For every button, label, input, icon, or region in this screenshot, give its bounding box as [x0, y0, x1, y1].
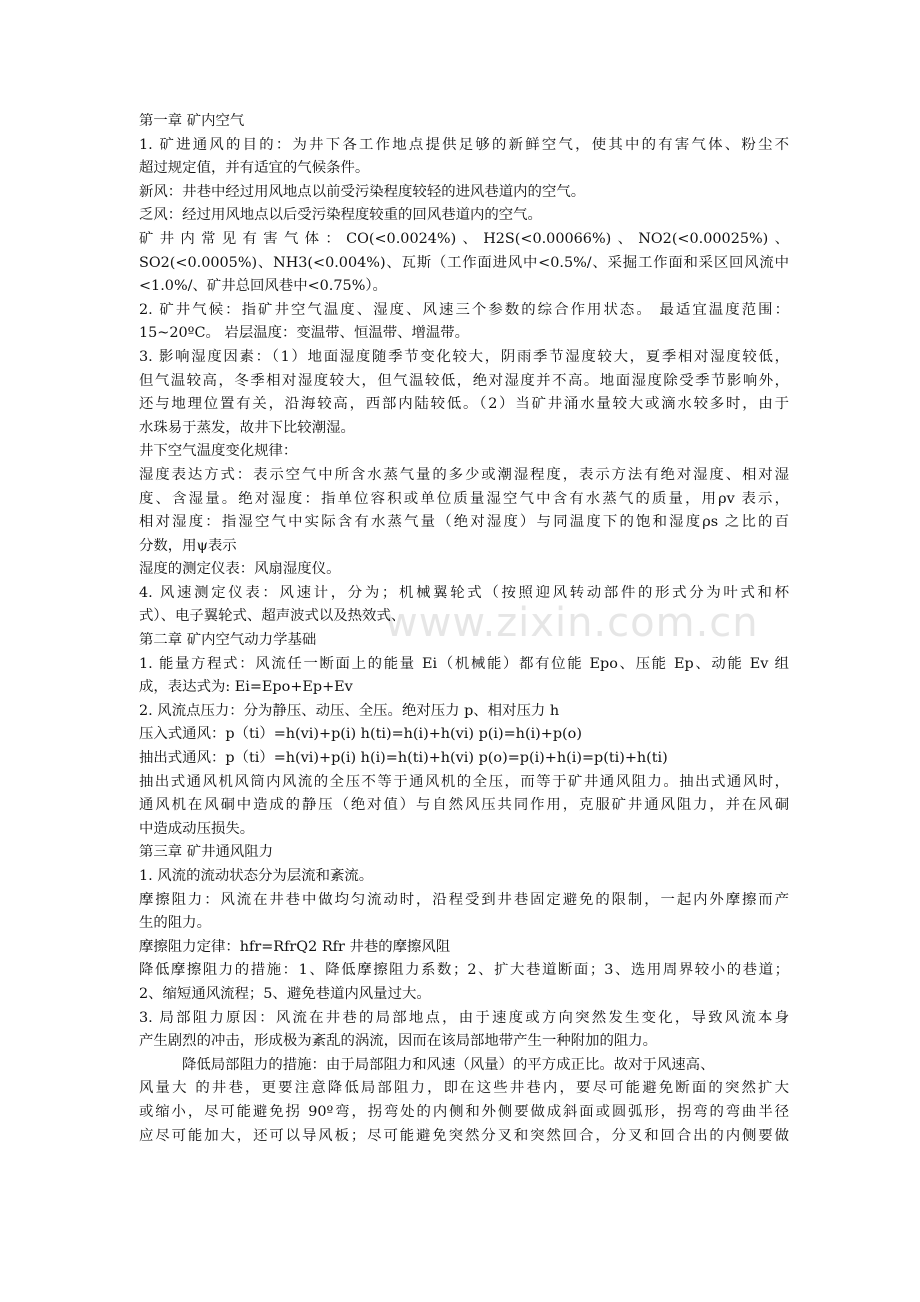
text-line: 乏风：经过用风地点以后受污染程度较重的回风巷道内的空气。	[139, 207, 542, 224]
text-line: 风量大 的井巷，更要注意降低局部阻力，即在这些井巷内，要尽可能避免断面的突然扩大	[139, 1080, 789, 1097]
watermark: www.zixin.com.cn	[385, 600, 759, 646]
text-line: 井下空气温度变化规律：	[139, 443, 298, 460]
text-line: 分数，用ψ表示	[139, 537, 237, 554]
text-line: 还与地理位置有关，沿海较高，西部内陆较低。（2）当矿井涌水量较大或滴水较多时，由于	[139, 396, 789, 413]
text-line: 应尽可能加大，还可以导风板；尽可能避免突然分叉和突然回合，分叉和回合出的内侧要做	[139, 1127, 789, 1144]
text-line: 15~20ºC。 岩层温度：变温带、恒温带、增温带。	[139, 325, 470, 342]
text-line: 生的阻力。	[139, 915, 211, 932]
text-line: 通风机在风硐中造成的静压（绝对值）与自然风压共同作用，克服矿井通风阻力，并在风硐	[139, 797, 789, 814]
text-line: 或缩小，尽可能避免拐 90º弯，拐弯处的内侧和外侧要做成斜面或圆弧形，拐弯的弯曲半径	[139, 1103, 789, 1120]
text-line: 湿度的测定仪表：风扇湿度仪。	[139, 561, 341, 578]
formula-line: 摩擦阻力定律：hfr=RfrQ2 Rfr 井巷的摩擦风阻	[139, 938, 451, 955]
text-line: 但气温较高，冬季相对湿度较大，但气温较低，绝对湿度并不高。地面湿度除受季节影响外，	[139, 372, 789, 389]
text-line: 1. 能量方程式：风流任一断面上的能量 Ei（机械能）都有位能 Epo、压能 Ep、动能 Ev 组	[139, 655, 789, 672]
text-line: 湿度表达方式：表示空气中所含水蒸气量的多少或潮湿程度，表示方法有绝对湿度、相对湿	[139, 466, 789, 483]
text-line: 3. 局部阻力原因：风流在井巷的局部地点，由于速度或方向突然发生变化，导致风流本身	[139, 1009, 789, 1026]
formula-line: 压入式通风：p（ti）=h(vi)+p(i) h(ti)=h(i)+h(vi) p(i)=h(i)+p(o)	[139, 726, 582, 743]
text-line: 抽出式通风机风筒内风流的全压不等于通风机的全压，而等于矿井通风阻力。抽出式通风时，	[139, 773, 789, 790]
text-line: 2. 矿井气候：指矿井空气温度、湿度、风速三个参数的综合作用状态。 最适宜温度范围：	[139, 301, 789, 318]
text-line: 摩擦阻力：风流在井巷中做均匀流动时，沿程受到井巷固定避免的限制，一起内外摩擦而产	[139, 891, 789, 908]
text-line: 降低摩擦阻力的措施：1、降低摩擦阻力系数；2、扩大巷道断面；3、选用周界较小的巷道；	[139, 962, 789, 979]
text-line: 降低局部阻力的措施：由于局部阻力和风速（风量）的平方成正比。故对于风速高、	[182, 1056, 715, 1073]
text-line: 相对湿度：指湿空气中实际含有水蒸气量（绝对湿度）与同温度下的饱和湿度ρs 之比的百	[139, 514, 789, 531]
text-line: 新风：井巷中经过用风地点以前受污染程度较轻的进风巷道内的空气。	[139, 183, 586, 200]
text-line: 超过规定值，并有适宜的气候条件。	[139, 160, 370, 177]
text-line: <1.0%/、矿井总回风巷中<0.75%）。	[139, 278, 387, 295]
chapter-1-heading: 第一章 矿内空气	[139, 113, 245, 129]
text-line: 1. 矿进通风的目的：为井下各工作地点提供足够的新鲜空气，使其中的有害气体、粉尘不	[139, 136, 789, 153]
text-line: 水珠易于蒸发，故井下比较潮湿。	[139, 419, 355, 436]
formula-line: 抽出式通风：p（ti）=h(vi)+p(i) h(i)=h(ti)+h(vi) p(o)=p(i)+h(i)=p(ti)+h(ti)	[139, 750, 668, 767]
text-line: 矿井内常见有害气体：CO(<0.0024%)、H2S(<0.00066%)、NO2(<0.00025%)、	[139, 230, 789, 247]
text-line: SO2(<0.0005%)、NH3(<0.004%)、瓦斯（工作面进风中<0.5%/、采掘工作面和采区回风流中	[139, 254, 789, 271]
text-line: 2、缩短通风流程；5、避免巷道内风量过大。	[139, 985, 431, 1002]
text-line: 4. 风速测定仪表：风速计，分为；机械翼轮式（按照迎风转动部件的形式分为叶式和杯	[139, 584, 789, 601]
text-line: 3. 影响湿度因素：（1）地面湿度随季节变化较大，阴雨季节湿度较大，夏季相对湿度较低，	[139, 348, 789, 365]
chapter-3-heading: 第三章 矿井通风阻力	[139, 844, 274, 861]
text-line: 2. 风流点压力：分为静压、动压、全压。绝对压力 p、相对压力 h	[139, 702, 560, 719]
text-line: 成，表达式为: Ei=Epo+Ep+Ev	[139, 679, 353, 696]
text-line: 1. 风流的流动状态分为层流和紊流。	[139, 868, 374, 884]
document-body	[139, 110, 789, 1148]
text-line: 产生剧烈的冲击，形成极为紊乱的涡流，因而在该局部地带产生一种附加的阻力。	[139, 1033, 658, 1050]
text-line: 度、含湿量。绝对湿度：指单位容积或单位质量湿空气中含有水蒸气的质量，用ρv 表示，	[139, 490, 789, 507]
text-line: 中造成动压损失。	[139, 820, 255, 837]
text-line: 式）、电子翼轮式、超声波式以及热效式、	[139, 608, 406, 625]
chapter-2-heading: 第二章 矿内空气动力学基础	[139, 632, 317, 649]
